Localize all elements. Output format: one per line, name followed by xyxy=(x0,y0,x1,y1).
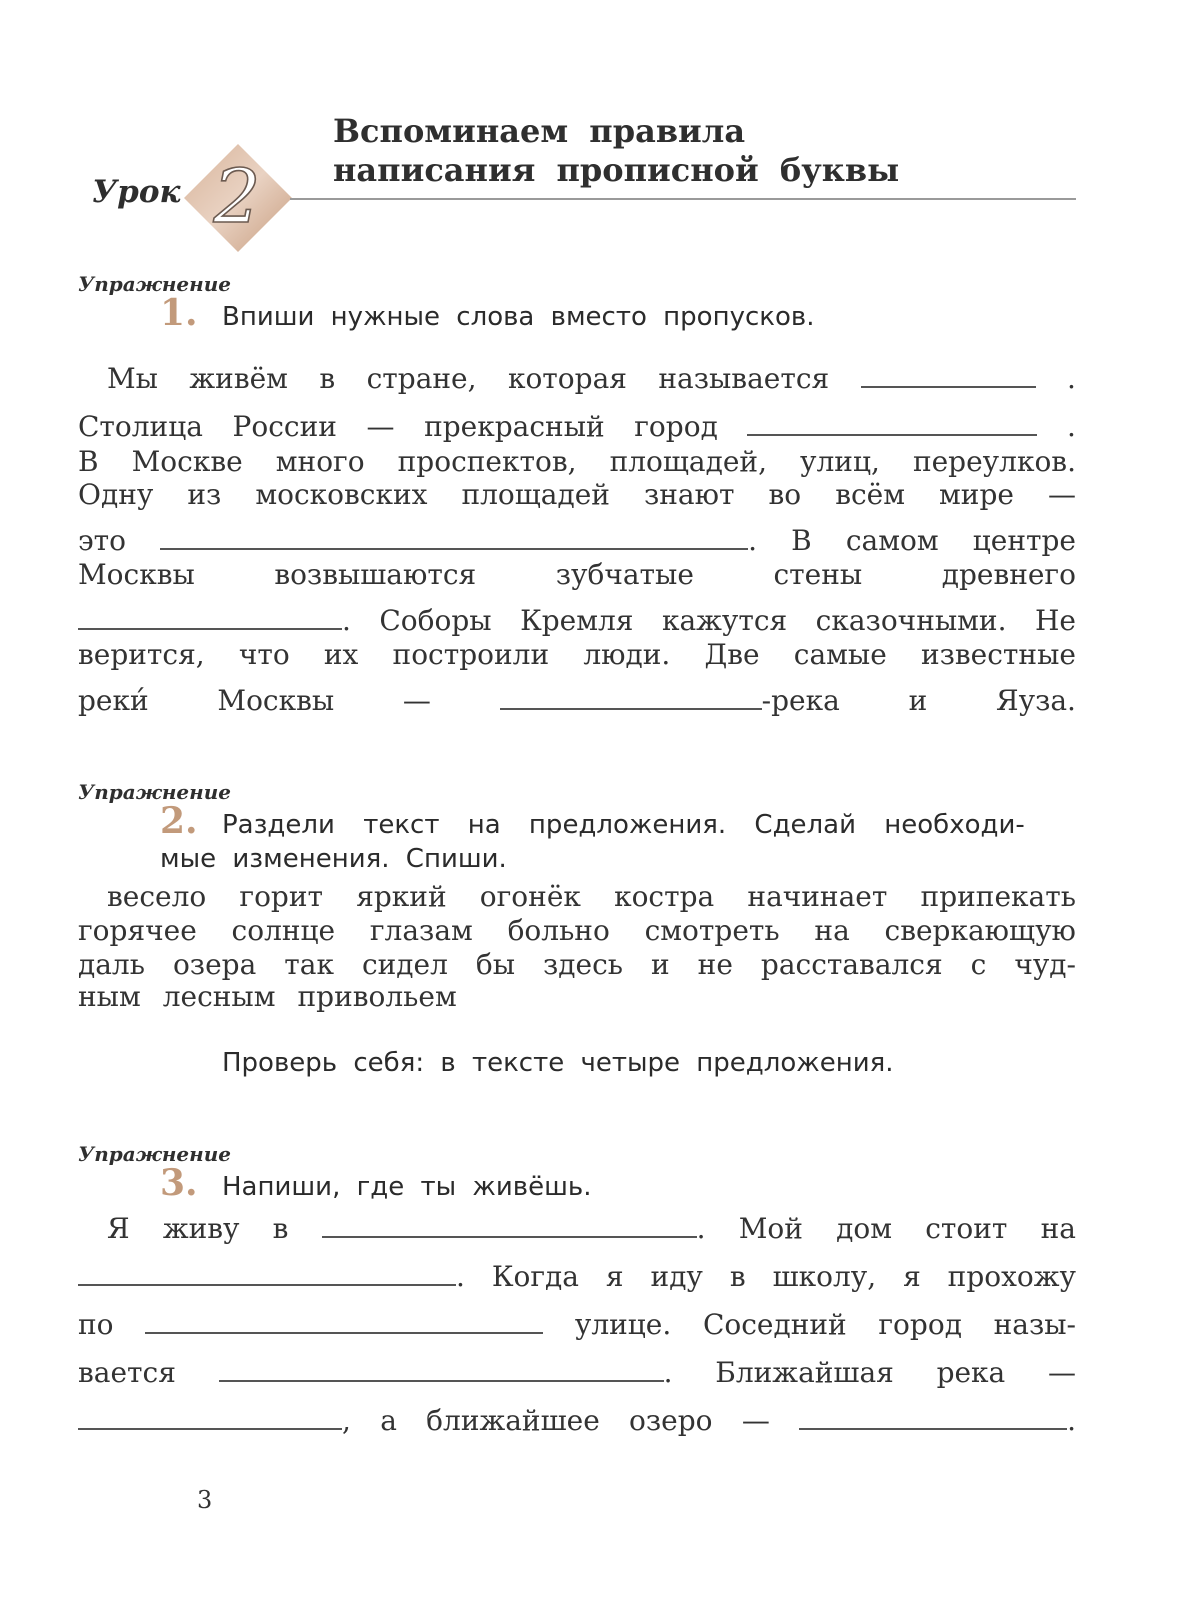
word: ближайшее xyxy=(426,1404,600,1437)
word: город xyxy=(878,1308,962,1341)
word: так xyxy=(284,948,334,981)
word: проспектов, xyxy=(397,445,577,478)
word: мире xyxy=(939,478,1014,511)
word: московских xyxy=(255,478,428,511)
word: улиц, xyxy=(800,445,880,478)
word: всём xyxy=(835,478,905,511)
word: припекать xyxy=(920,880,1076,913)
exercise-1-instruction: Впиши нужные слова вместо пропусков. xyxy=(222,302,815,332)
word: — xyxy=(1048,1356,1076,1389)
word: Соборы xyxy=(379,604,492,637)
exercise-2-line xyxy=(78,948,1076,981)
word: стране, xyxy=(366,362,477,395)
word: живу xyxy=(162,1212,240,1245)
lesson-title-line1: Вспоминаем правила xyxy=(333,112,746,150)
word: — xyxy=(1047,478,1076,511)
word: в xyxy=(319,362,336,395)
word: самые xyxy=(793,638,887,671)
word: костра xyxy=(614,880,715,913)
word: . xyxy=(1067,1404,1076,1437)
exercise-3-number: 3. xyxy=(160,1162,198,1204)
exercise-2-line xyxy=(78,980,1076,1013)
exercise-3-instruction: Напиши, где ты живёшь. xyxy=(222,1172,592,1202)
word-group xyxy=(78,1404,351,1437)
word: известные xyxy=(920,638,1076,671)
word: дом xyxy=(836,1212,892,1245)
word: . xyxy=(1067,410,1076,443)
exercise-3-line xyxy=(78,1260,1076,1293)
word: называется xyxy=(658,362,830,395)
word: из xyxy=(187,478,222,511)
word: вается xyxy=(78,1356,176,1389)
word: ным xyxy=(78,980,141,1013)
fill-in-blank[interactable] xyxy=(747,434,1037,436)
exercise-1-label: Упражнение xyxy=(78,272,231,296)
word: Кремля xyxy=(520,604,634,637)
exercise-2-instruction-line1 xyxy=(222,810,1076,840)
exercise-1-line xyxy=(78,558,1076,591)
word: Соседний xyxy=(702,1308,847,1341)
fill-in-blank[interactable] xyxy=(500,708,762,710)
word: начинает xyxy=(747,880,888,913)
word: живём xyxy=(189,362,288,395)
word: самом xyxy=(845,524,939,557)
word: Москве xyxy=(131,445,243,478)
lesson-number: 2 xyxy=(213,154,261,240)
word: Яуза. xyxy=(996,684,1076,717)
word: — xyxy=(741,1404,770,1437)
lesson-label: Урок xyxy=(92,174,181,210)
word: лесным xyxy=(162,980,276,1013)
word: весело xyxy=(107,880,207,913)
check-yourself-note: Проверь себя: в тексте четыре предложения. xyxy=(222,1048,894,1078)
title-divider xyxy=(290,198,1076,200)
word: Москвы xyxy=(217,684,335,717)
word: иду xyxy=(650,1260,703,1293)
word: много xyxy=(275,445,365,478)
exercise-3-line xyxy=(78,1356,1076,1389)
word: . xyxy=(342,604,351,637)
exercise-2-instruction-text: Раздели текст на предложения. Сделай необходи- xyxy=(222,810,1025,840)
word: назы- xyxy=(993,1308,1076,1341)
word-group xyxy=(861,362,1036,395)
word: город xyxy=(634,410,718,443)
word: озеро xyxy=(629,1404,713,1437)
exercise-2-instruction-line2: мые изменения. Спиши. xyxy=(160,844,507,874)
word: стоит xyxy=(925,1212,1008,1245)
word: Мы xyxy=(107,362,158,395)
word: солнце xyxy=(231,914,336,947)
page-number: 3 xyxy=(197,1486,213,1514)
word: озера xyxy=(172,948,257,981)
word: не xyxy=(697,948,733,981)
word: яркий xyxy=(356,880,447,913)
word: Ближайшая xyxy=(715,1356,894,1389)
word: Когда xyxy=(491,1260,579,1293)
fill-in-blank[interactable] xyxy=(160,548,748,550)
word: . xyxy=(663,1356,673,1389)
word: России xyxy=(232,410,337,443)
exercise-3-line xyxy=(107,1212,1076,1245)
fill-in-blank[interactable] xyxy=(78,628,342,630)
fill-in-blank[interactable] xyxy=(322,1236,697,1238)
word: и xyxy=(651,948,670,981)
lesson-title-line2: написания прописной буквы xyxy=(333,151,900,189)
word: площадей xyxy=(461,478,610,511)
word: прохожу xyxy=(947,1260,1076,1293)
word: чуд- xyxy=(1014,948,1076,981)
exercise-2-number: 2. xyxy=(160,800,198,842)
word: которая xyxy=(507,362,627,395)
word: возвышаются xyxy=(274,558,477,591)
word-group xyxy=(219,1356,673,1389)
word: что xyxy=(238,638,290,671)
word: улице. xyxy=(574,1308,672,1341)
word: бы xyxy=(475,948,516,981)
word: построили xyxy=(392,638,550,671)
word: площадей, xyxy=(609,445,767,478)
word-group xyxy=(799,1404,1076,1437)
word: люди. xyxy=(583,638,671,671)
word: больно xyxy=(507,914,610,947)
exercise-1-line xyxy=(78,604,1076,637)
word: с xyxy=(970,948,987,981)
word: в xyxy=(272,1212,289,1245)
exercise-3-line xyxy=(78,1404,1076,1437)
word: смотреть xyxy=(644,914,780,947)
fill-in-blank[interactable] xyxy=(78,1428,342,1430)
word: даль xyxy=(78,948,145,981)
word: река xyxy=(936,1356,1006,1389)
word-group xyxy=(160,524,757,557)
word: кажутся xyxy=(661,604,788,637)
word: -река xyxy=(761,684,840,717)
word: и xyxy=(908,684,928,717)
word: . xyxy=(696,1212,706,1245)
word-group xyxy=(78,1260,465,1293)
word-group xyxy=(500,684,840,717)
exercise-3-label: Упражнение xyxy=(78,1142,231,1166)
word: сидел xyxy=(361,948,448,981)
word: привольем xyxy=(297,980,457,1013)
fill-in-blank[interactable] xyxy=(861,386,1036,388)
word: центре xyxy=(972,524,1076,557)
exercise-1-line xyxy=(107,362,1076,395)
word: Одну xyxy=(78,478,154,511)
word: на xyxy=(814,914,850,947)
lesson-title xyxy=(333,112,1093,190)
word: В xyxy=(791,524,812,557)
word: . xyxy=(456,1260,465,1293)
exercise-1-line xyxy=(78,410,1076,443)
fill-in-blank[interactable] xyxy=(78,1284,456,1286)
word: . xyxy=(1067,362,1076,395)
word: . xyxy=(748,524,758,557)
word: зубчатые xyxy=(555,558,694,591)
word: стены xyxy=(773,558,863,591)
exercise-2-label: Упражнение xyxy=(78,780,231,804)
word-group xyxy=(78,604,351,637)
word: расставался xyxy=(760,948,943,981)
word: — xyxy=(402,684,431,717)
word: сверкающую xyxy=(884,914,1076,947)
word: я xyxy=(903,1260,921,1293)
word: Не xyxy=(1034,604,1076,637)
word: глазам xyxy=(369,914,473,947)
word: огонёк xyxy=(479,880,581,913)
word: я xyxy=(605,1260,624,1293)
word: , xyxy=(342,1404,351,1437)
word: а xyxy=(380,1404,397,1437)
word: — xyxy=(366,410,395,443)
word: на xyxy=(1040,1212,1076,1245)
word: их xyxy=(323,638,359,671)
word-group xyxy=(322,1212,706,1245)
word: по xyxy=(78,1308,114,1341)
word: переулков. xyxy=(912,445,1076,478)
word: в xyxy=(729,1260,746,1293)
word: Мой xyxy=(738,1212,803,1245)
word: горячее xyxy=(78,914,197,947)
word: Я xyxy=(107,1212,130,1245)
word: сказочными. xyxy=(815,604,1007,637)
word: В xyxy=(78,445,99,478)
exercise-1-line xyxy=(78,684,1076,717)
exercise-2-line xyxy=(78,914,1076,947)
word: школу, xyxy=(772,1260,877,1293)
exercise-1-line xyxy=(78,478,1076,511)
word: реки́ xyxy=(78,684,149,717)
fill-in-blank[interactable] xyxy=(145,1332,543,1334)
exercise-1-line xyxy=(78,445,1076,478)
exercise-1-line xyxy=(78,638,1076,671)
fill-in-blank[interactable] xyxy=(219,1380,664,1382)
word: Москвы xyxy=(78,558,195,591)
word-group xyxy=(747,410,1037,443)
exercise-1-line xyxy=(78,524,1076,557)
word: Две xyxy=(704,638,760,671)
word: древнего xyxy=(941,558,1076,591)
exercise-2-line xyxy=(107,880,1076,913)
word: знают xyxy=(644,478,735,511)
word: прекрасный xyxy=(424,410,605,443)
fill-in-blank[interactable] xyxy=(799,1428,1067,1430)
word: Столица xyxy=(78,410,203,443)
word: здесь xyxy=(543,948,624,981)
exercise-3-line xyxy=(78,1308,1076,1341)
exercise-1-number: 1. xyxy=(160,292,198,334)
word: верится, xyxy=(78,638,205,671)
lesson-number-badge xyxy=(182,142,294,254)
word: во xyxy=(768,478,802,511)
word: горит xyxy=(239,880,324,913)
word: это xyxy=(78,524,127,557)
